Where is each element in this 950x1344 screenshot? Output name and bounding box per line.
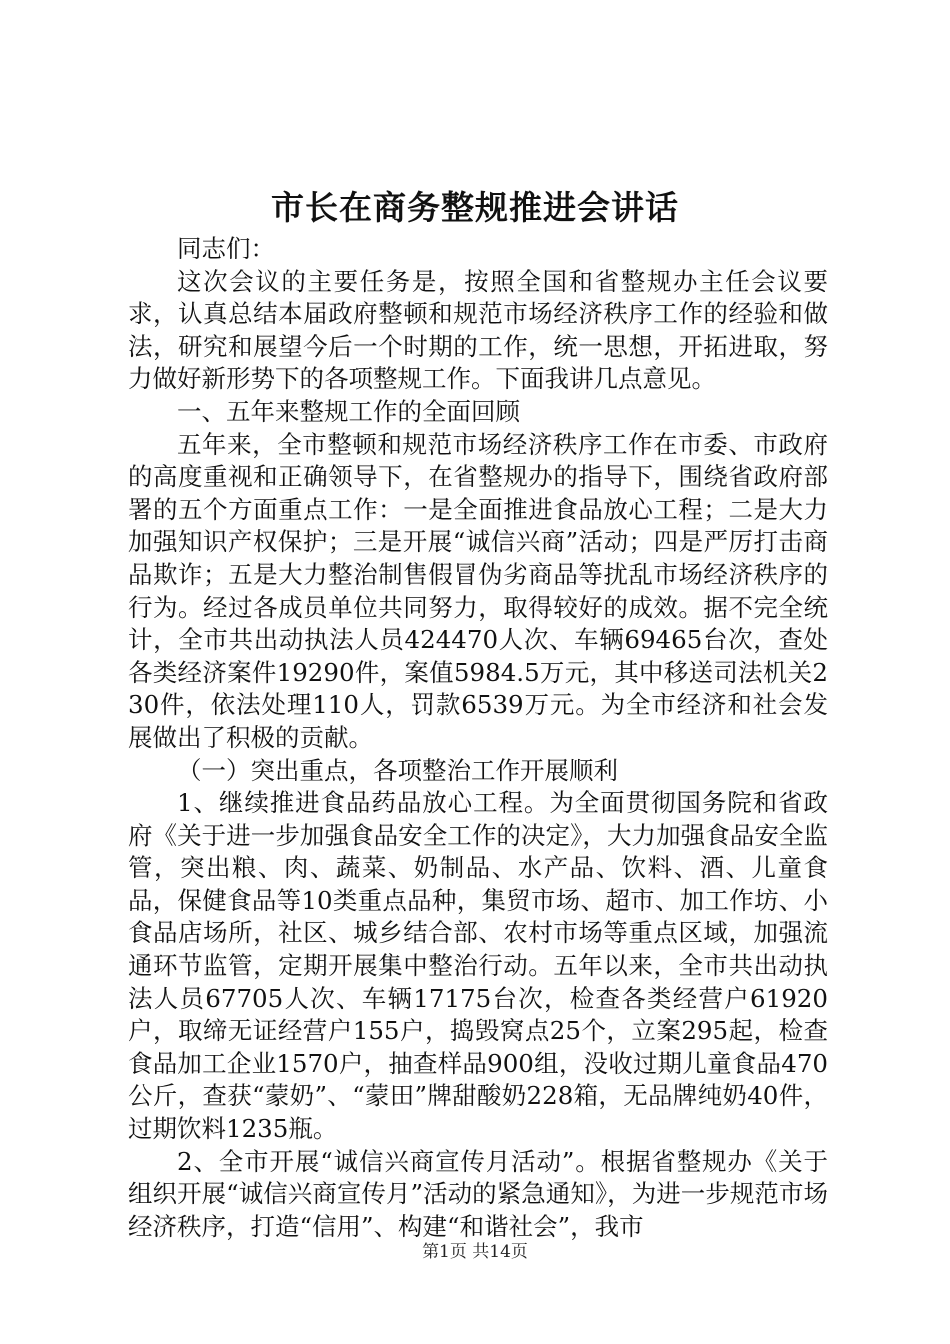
document-body bbox=[128, 233, 828, 1243]
food-safety-paragraph: 1、继续推进食品药品放心工程。为全面贯彻国务院和省政府《关于进一步加强食品安全工作的决定》，大力加强食品安全监管，突出粮、肉、蔬菜、奶制品、水产品、饮料、酒、儿童食品，保健食品等10类重点品种，集贸市场、超市、加工作坊、小食品店场所，社区、城乡结合部、农村市场等重点区域，加强流通环节监管，定期开展集中整治行动。五年以来，全市共出动执法人员67705人次、车辆17175台次，检查各类经营户61920户，取缔无证经营户155户，捣毁窝点25个，立案295起，检查食品加工企业1570户，抽查样品900组，没收过期儿童食品470公斤，查获“蒙奶”、“蒙田”牌甜酸奶228箱，无品牌纯奶40件，过期饮料1235瓶。 bbox=[128, 788, 828, 1144]
subsection-heading: （一）突出重点，各项整治工作开展顺利 bbox=[177, 755, 618, 785]
section-heading: 一、五年来整规工作的全面回顾 bbox=[177, 396, 520, 426]
integrity-campaign-paragraph: 2、全市开展“诚信兴商宣传月活动”。根据省整规办《关于组织开展“诚信兴商宣传月”活动的紧急通知》，为进一步规范市场经济秩序，打造“信用”、构建“和谐社会”，我市 bbox=[128, 1146, 828, 1241]
page-number-footer: 第1页 共14页 bbox=[422, 1242, 528, 1262]
document-title: 市长在商务整规推进会讲话 bbox=[271, 188, 679, 227]
intro-paragraph: 这次会议的主要任务是，按照全国和省整规办主任会议要求，认真总结本届政府整顿和规范市场经济秩序工作的经验和做法，研究和展望今后一个时期的工作，统一思想，开拓进取，努力做好新形势下的各项整规工作。下面我讲几点意见。 bbox=[128, 266, 828, 394]
review-paragraph: 五年来，全市整顿和规范市场经济秩序工作在市委、市政府的高度重视和正确领导下，在省整规办的指导下，围绕省政府部署的五个方面重点工作：一是全面推进食品放心工程；二是大力加强知识产权保护；三是开展“诚信兴商”活动；四是严厉打击商品欺诈；五是大力整治制售假冒伪劣商品等扰乱市场经济秩序的行为。经过各成员单位共同努力，取得较好的成效。据不完全统计，全市共出动执法人员424470人次、车辆69465台次，查处各类经济案件19290件，案值5984.5万元，其中移送司法机关230件，依法处理110人，罚款6539万元。为全市经济和社会发展做出了积极的贡献。 bbox=[128, 429, 828, 752]
salutation-paragraph: 同志们： bbox=[177, 234, 275, 263]
